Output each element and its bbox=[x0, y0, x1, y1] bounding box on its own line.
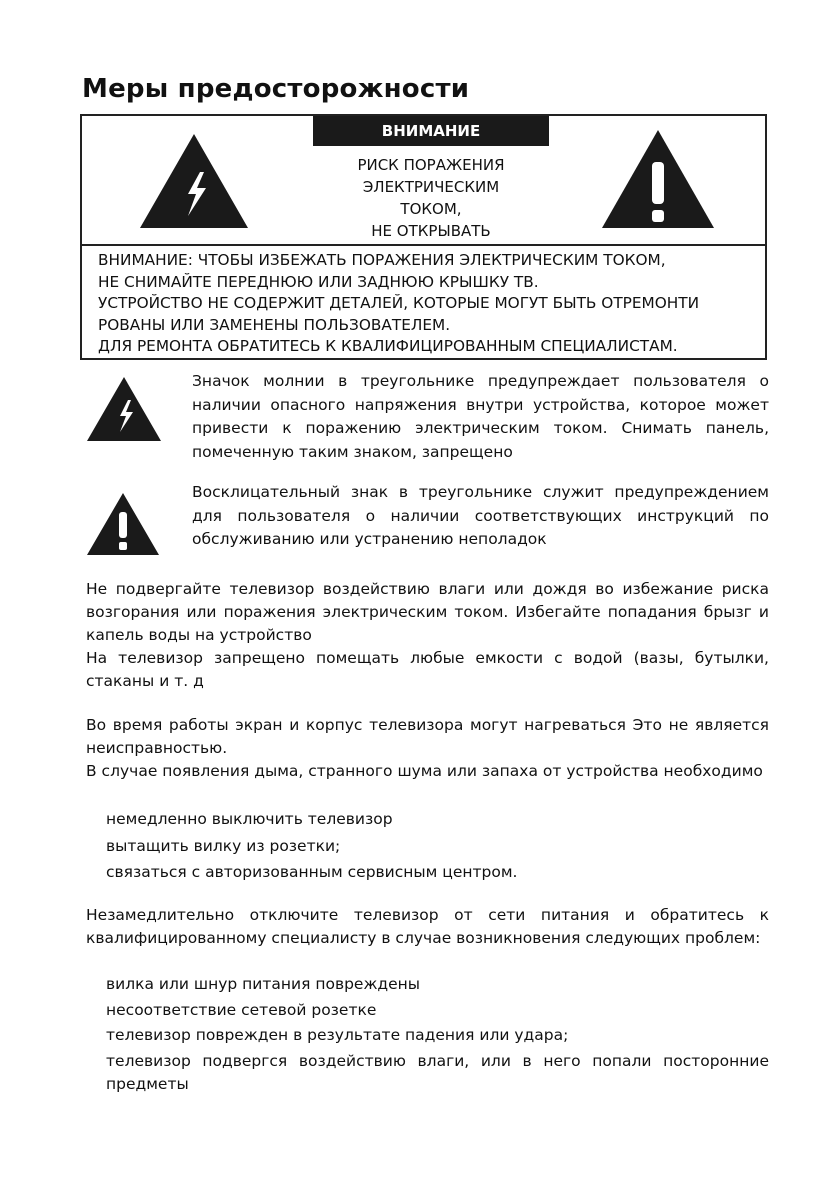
lightning-triangle-icon bbox=[138, 132, 250, 230]
containers-paragraph: На телевизор запрещено помещать любые емкости с водой (вазы, бутылки, стаканы и т. д bbox=[86, 649, 769, 690]
list-item: вилка или шнур питания повреждены bbox=[106, 975, 421, 993]
heating-paragraph: Во время работы экран и корпус телевизора могут нагреваться Это не является неисправностью. bbox=[86, 716, 769, 757]
list-item: телевизор поврежден в результате падения или удара; bbox=[106, 1026, 569, 1044]
risk-line: РИСК ПОРАЖЕНИЯ bbox=[357, 156, 505, 174]
list-item: связаться с авторизованным сервисным центром. bbox=[106, 863, 518, 881]
page-title: Меры предосторожности bbox=[82, 74, 470, 104]
lightning-description: Значок молнии в треугольнике предупреждает пользователя о наличии опасного напряжения внутри устройства, которое может привести к поражению электрическим током. Снимать панель, помеченную таким знаком, запрещено bbox=[192, 372, 769, 461]
list-item: немедленно выключить телевизор bbox=[106, 810, 393, 828]
risk-line: ЭЛЕКТРИЧЕСКИМ bbox=[362, 178, 500, 196]
warning-line: УСТРОЙСТВО НЕ СОДЕРЖИТ ДЕТАЛЕЙ, КОТОРЫЕ МОГУТ БЫТЬ ОТРЕМОНТИ bbox=[98, 294, 700, 313]
list-item: несоответствие сетевой розетке bbox=[106, 1001, 377, 1019]
moisture-paragraph: Не подвергайте телевизор воздействию влаги или дождя во избежание риска возгорания или поражения электрическим током. Избегайте попадания брызг и капель воды на устройство bbox=[86, 580, 769, 644]
exclamation-triangle-icon bbox=[600, 128, 716, 230]
warning-line: ВНИМАНИЕ: ЧТОБЫ ИЗБЕЖАТЬ ПОРАЖЕНИЯ ЭЛЕКТРИЧЕСКИМ ТОКОМ, bbox=[98, 251, 666, 269]
risk-label bbox=[313, 154, 549, 242]
warning-text bbox=[98, 250, 763, 358]
box-divider bbox=[82, 244, 765, 246]
smoke-paragraph: В случае появления дыма, странного шума или запаха от устройства необходимо bbox=[86, 762, 763, 780]
warning-line: НЕ СНИМАЙТЕ ПЕРЕДНЮЮ ИЛИ ЗАДНЮЮ КРЫШКУ ТВ. bbox=[98, 272, 539, 291]
exclamation-description: Восклицательный знак в треугольнике служит предупреждением для пользователя о наличии соответствующих инструкций по обслуживанию или устранению неполадок bbox=[192, 483, 769, 548]
exclamation-triangle-icon bbox=[86, 492, 160, 556]
warning-line: РОВАНЫ ИЛИ ЗАМЕНЕНЫ ПОЛЬЗОВАТЕЛЕМ. bbox=[98, 315, 451, 334]
list-item: телевизор подвергся воздействию влаги, или в него попали посторонние предметы bbox=[106, 1052, 769, 1093]
disconnect-paragraph: Незамедлительно отключите телевизор от сети питания и обратитесь к квалифицированному специалисту в случае возникновения следующих проблем: bbox=[86, 906, 769, 947]
list-item: вытащить вилку из розетки; bbox=[106, 837, 341, 855]
risk-line: ТОКОМ, bbox=[400, 200, 462, 218]
warning-line: ДЛЯ РЕМОНТА ОБРАТИТЕСЬ К КВАЛИФИЦИРОВАННЫМ СПЕЦИАЛИСТАМ. bbox=[98, 337, 678, 356]
risk-line: НЕ ОТКРЫВАТЬ bbox=[371, 222, 491, 240]
warning-box bbox=[80, 114, 767, 360]
warning-badge: ВНИМАНИЕ bbox=[313, 116, 549, 146]
lightning-triangle-icon bbox=[86, 376, 162, 442]
